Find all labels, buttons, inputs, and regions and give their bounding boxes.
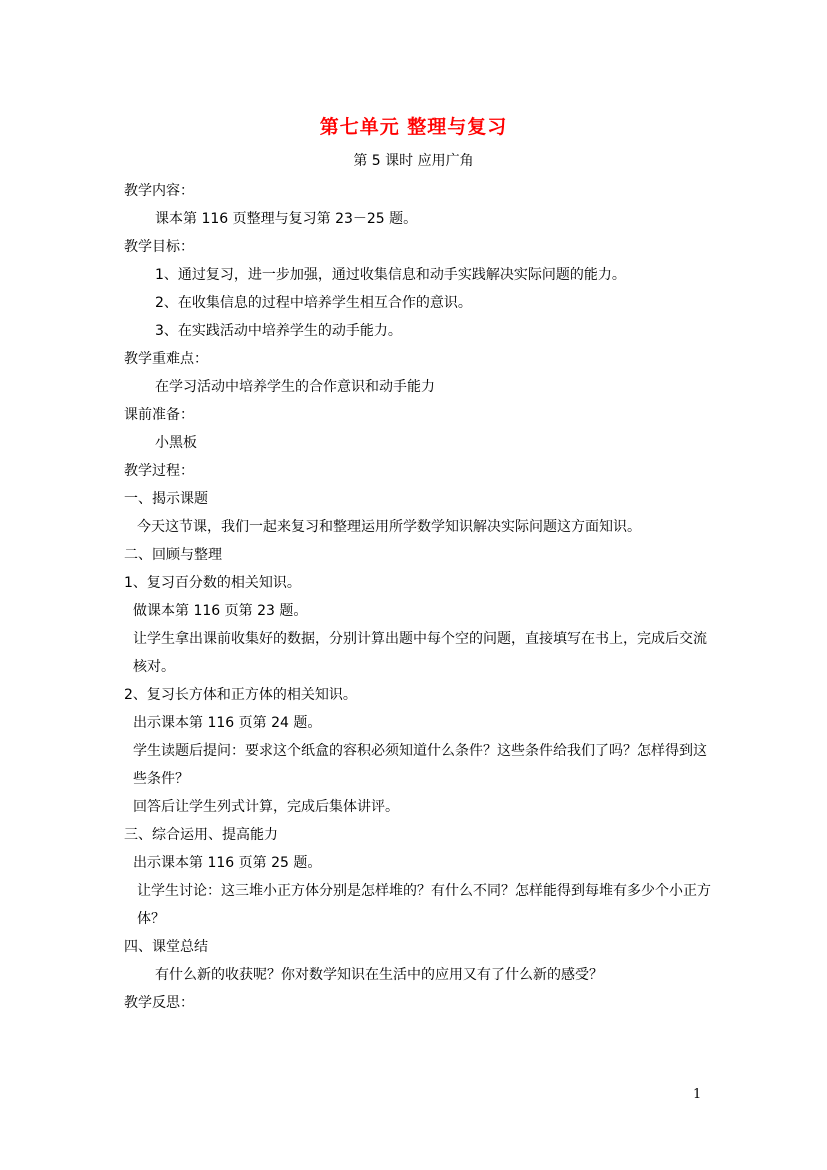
body-line: 教学反思： xyxy=(124,995,194,1011)
document-body xyxy=(124,177,714,1017)
document-subtitle: 第 5 课时 应用广角 xyxy=(353,153,474,169)
body-line: 四、课堂总结 xyxy=(124,939,208,955)
body-line: 在学习活动中培养学生的合作意识和动手能力 xyxy=(155,379,435,395)
body-line: 让学生拿出课前收集好的数据，分别计算出题中每个空的问题，直接填写在书上，完成后交流核对。 xyxy=(133,631,707,675)
body-line: 有什么新的收获呢？你对数学知识在生活中的应用又有了什么新的感受？ xyxy=(155,967,603,983)
body-line: 出示课本第 116 页第 25 题。 xyxy=(133,855,322,871)
body-line: 让学生讨论：这三堆小正方体分别是怎样堆的？有什么不同？怎样能得到每堆有多少个小正方体？ xyxy=(137,883,711,927)
body-line: 1、复习百分数的相关知识。 xyxy=(124,575,301,591)
document-title: 第七单元 整理与复习 xyxy=(319,116,508,138)
body-line: 回答后让学生列式计算，完成后集体讲评。 xyxy=(133,799,399,815)
body-line: 做课本第 116 页第 23 题。 xyxy=(133,603,308,619)
body-line: 教学过程： xyxy=(124,463,194,479)
body-line: 课本第 116 页整理与复习第 23－25 题。 xyxy=(155,211,418,227)
body-line: 学生读题后提问：要求这个纸盒的容积必须知道什么条件？这些条件给我们了吗？怎样得到这些条件？ xyxy=(133,743,707,787)
body-line: 教学内容： xyxy=(124,183,194,199)
body-line: 教学重难点： xyxy=(124,351,208,367)
body-line: 3、在实践活动中培养学生的动手能力。 xyxy=(155,323,402,339)
body-line: 2、在收集信息的过程中培养学生相互合作的意识。 xyxy=(155,295,472,311)
page-number: 1 xyxy=(693,1087,702,1102)
body-line: 教学目标： xyxy=(124,239,194,255)
body-line: 2、复习长方体和正方体的相关知识。 xyxy=(124,687,357,703)
body-line: 课前准备： xyxy=(124,407,194,423)
body-line: 小黑板 xyxy=(155,435,197,451)
body-line: 一、揭示课题 xyxy=(124,491,208,507)
body-line: 三、综合运用、提高能力 xyxy=(124,827,278,843)
body-line: 二、回顾与整理 xyxy=(124,547,222,563)
body-line: 1、通过复习，进一步加强，通过收集信息和动手实践解决实际问题的能力。 xyxy=(155,267,626,283)
body-line: 出示课本第 116 页第 24 题。 xyxy=(133,715,322,731)
body-line: 今天这节课，我们一起来复习和整理运用所学数学知识解决实际问题这方面知识。 xyxy=(137,519,641,535)
